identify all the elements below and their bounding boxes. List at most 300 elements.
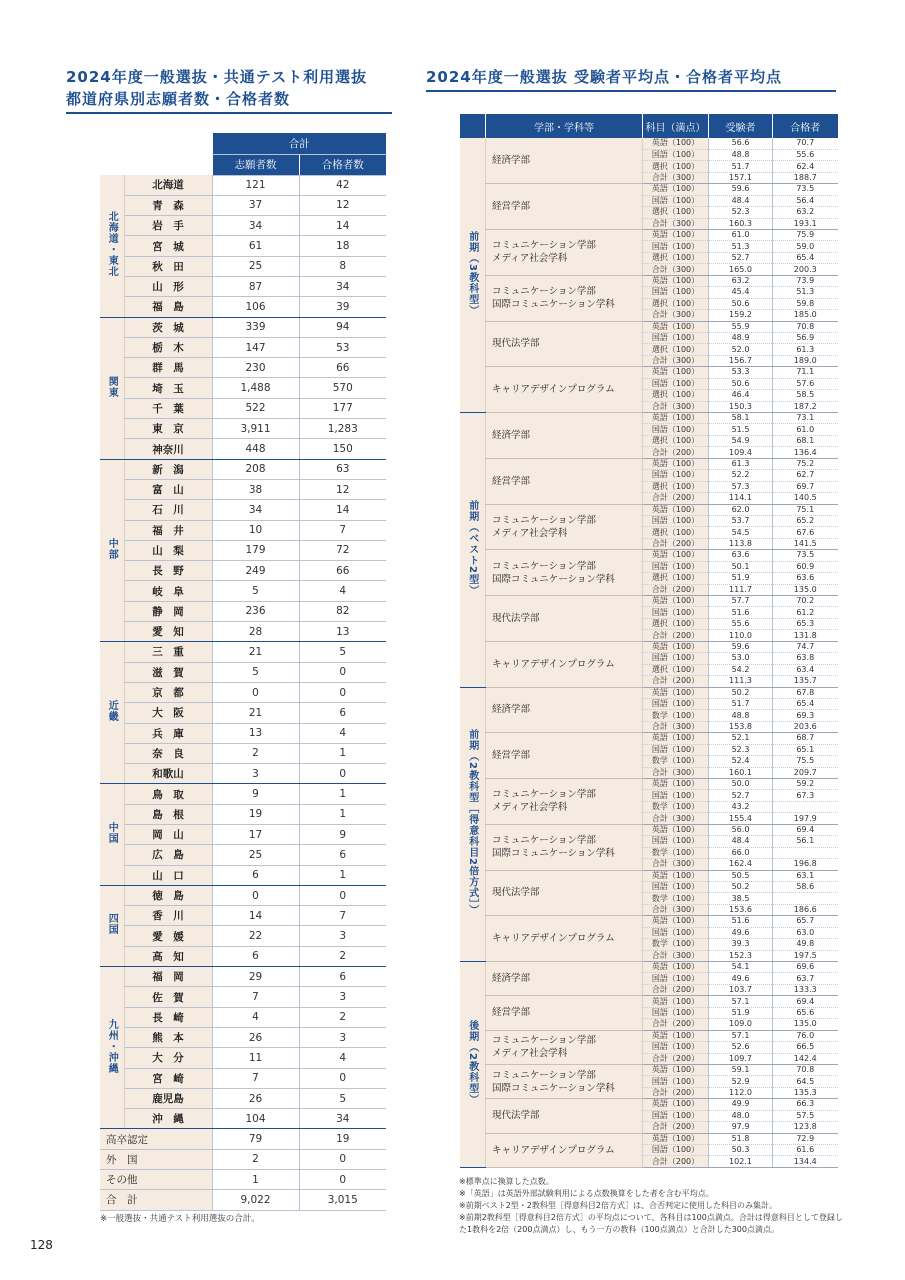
region-label bbox=[100, 317, 124, 459]
passed-count: 177 bbox=[299, 398, 386, 418]
passer-average: 136.4 bbox=[773, 447, 838, 458]
applicants-count: 230 bbox=[212, 358, 299, 378]
prefecture-name: 福 岡 bbox=[124, 967, 212, 987]
passer-average: 63.0 bbox=[773, 927, 838, 938]
examinee-average: 52.3 bbox=[709, 207, 773, 218]
table-row bbox=[460, 184, 838, 195]
department-name: 経済学部 bbox=[492, 429, 531, 441]
passer-average: 68.1 bbox=[773, 435, 838, 446]
applicants-count: 7 bbox=[212, 987, 299, 1007]
examinee-average: 39.3 bbox=[709, 939, 773, 950]
subject-name: 選択（100） bbox=[643, 618, 709, 629]
passed-count: 34 bbox=[299, 276, 386, 296]
subject-name: 国語（100） bbox=[643, 607, 709, 618]
applicants-count: 4 bbox=[212, 1007, 299, 1027]
department-label bbox=[486, 275, 643, 321]
passer-average: 51.3 bbox=[773, 287, 838, 298]
passer-average: 140.5 bbox=[773, 493, 838, 504]
subject-name: 合計（200） bbox=[643, 538, 709, 549]
passed-count: 150 bbox=[299, 439, 386, 459]
prefecture-name: 東 京 bbox=[124, 419, 212, 439]
examinee-average: 48.4 bbox=[709, 836, 773, 847]
subject-name: 国語（100） bbox=[643, 1145, 709, 1156]
department-name: メディア社会学科 bbox=[492, 527, 568, 539]
table-row bbox=[100, 337, 386, 357]
table-row bbox=[460, 138, 838, 149]
prefecture-name: 熊 本 bbox=[124, 1027, 212, 1047]
passed-count: 9 bbox=[299, 825, 386, 845]
prefecture-name: 鹿児島 bbox=[124, 1088, 212, 1108]
table-row bbox=[460, 321, 838, 332]
subject-name: 国語（100） bbox=[643, 881, 709, 892]
passed-count: 1,283 bbox=[299, 419, 386, 439]
table-row bbox=[460, 870, 838, 881]
subject-name: 合計（200） bbox=[643, 676, 709, 687]
department-label bbox=[486, 596, 643, 642]
examinee-average: 51.5 bbox=[709, 424, 773, 435]
prefecture-name: 神奈川 bbox=[124, 439, 212, 459]
subject-name: 英語（100） bbox=[643, 184, 709, 195]
passer-average bbox=[773, 847, 838, 858]
passer-average: 66.3 bbox=[773, 1099, 838, 1110]
applicants-count: 26 bbox=[212, 1088, 299, 1108]
examinee-average: 52.0 bbox=[709, 344, 773, 355]
passed-count: 72 bbox=[299, 540, 386, 560]
department-name: メディア社会学科 bbox=[492, 253, 568, 265]
department-name: コミュニケーション学部 bbox=[492, 1035, 596, 1047]
prefecture-name: 福 島 bbox=[124, 297, 212, 317]
passed-count: 0 bbox=[299, 885, 386, 905]
passer-average: 62.4 bbox=[773, 161, 838, 172]
examinee-average: 55.9 bbox=[709, 321, 773, 332]
applicants-count: 37 bbox=[212, 195, 299, 215]
department-label bbox=[486, 870, 643, 916]
prefecture-name: 山 口 bbox=[124, 865, 212, 885]
department-name: コミュニケーション学部 bbox=[492, 789, 596, 801]
passed-count: 0 bbox=[299, 682, 386, 702]
passer-average: 185.0 bbox=[773, 310, 838, 321]
department-label bbox=[486, 641, 643, 687]
table-row bbox=[100, 581, 386, 601]
department-name: 経営学部 bbox=[492, 201, 531, 213]
applicants-count: 236 bbox=[212, 601, 299, 621]
subject-name: 国語（100） bbox=[643, 653, 709, 664]
passed-count: 4 bbox=[299, 723, 386, 743]
department-label bbox=[486, 962, 643, 996]
passer-average: 123.8 bbox=[773, 1122, 838, 1133]
department-name: 国際コミュニケーション学科 bbox=[492, 573, 615, 585]
header-applicants: 志願者数 bbox=[212, 154, 299, 175]
other-label: 合 計 bbox=[100, 1190, 212, 1210]
examinee-average: 57.7 bbox=[709, 596, 773, 607]
examinee-average: 61.0 bbox=[709, 230, 773, 241]
applicants-count: 339 bbox=[212, 317, 299, 337]
passer-average: 63.8 bbox=[773, 653, 838, 664]
department-name: コミュニケーション学部 bbox=[492, 560, 596, 572]
passer-average: 67.8 bbox=[773, 687, 838, 698]
passer-average: 61.0 bbox=[773, 424, 838, 435]
applicants-count: 21 bbox=[212, 642, 299, 662]
applicants-count: 1 bbox=[212, 1170, 299, 1190]
passer-average: 63.1 bbox=[773, 870, 838, 881]
subject-name: 英語（100） bbox=[643, 824, 709, 835]
applicants-count: 79 bbox=[212, 1129, 299, 1149]
table-row bbox=[100, 845, 386, 865]
department-name: 経済学部 bbox=[492, 973, 531, 985]
prefecture-name: 秋 田 bbox=[124, 256, 212, 276]
department-label bbox=[486, 184, 643, 230]
passed-count: 0 bbox=[299, 1068, 386, 1088]
prefecture-name: 青 森 bbox=[124, 195, 212, 215]
header-dept: 学部・学科等 bbox=[486, 114, 643, 138]
passed-count: 3 bbox=[299, 1027, 386, 1047]
prefecture-name: 群 馬 bbox=[124, 358, 212, 378]
subject-name: 選択（100） bbox=[643, 207, 709, 218]
passed-count: 42 bbox=[299, 175, 386, 195]
table-row bbox=[100, 1149, 386, 1169]
passer-average: 73.9 bbox=[773, 275, 838, 286]
prefecture-name: 長 崎 bbox=[124, 1007, 212, 1027]
department-name: 現代法学部 bbox=[492, 338, 540, 350]
examinee-average: 48.0 bbox=[709, 1110, 773, 1121]
department-name: キャリアデザインプログラム bbox=[492, 384, 615, 396]
passer-average: 56.4 bbox=[773, 195, 838, 206]
passer-average: 76.0 bbox=[773, 1030, 838, 1041]
examinee-average: 102.1 bbox=[709, 1156, 773, 1167]
table-row bbox=[100, 682, 386, 702]
prefecture-name: 愛 媛 bbox=[124, 926, 212, 946]
department-label bbox=[486, 733, 643, 779]
examinee-average: 54.2 bbox=[709, 664, 773, 675]
subject-name: 英語（100） bbox=[643, 870, 709, 881]
applicants-count: 29 bbox=[212, 967, 299, 987]
table-row bbox=[100, 1109, 386, 1129]
table-row bbox=[100, 419, 386, 439]
right-title: 2024年度一般選抜 受験者平均点・合格者平均点 bbox=[426, 68, 782, 86]
subject-name: 選択（100） bbox=[643, 664, 709, 675]
table-row bbox=[100, 885, 386, 905]
passed-count: 94 bbox=[299, 317, 386, 337]
passer-average: 135.0 bbox=[773, 1019, 838, 1030]
prefecture-name: 千 葉 bbox=[124, 398, 212, 418]
examinee-average: 54.5 bbox=[709, 527, 773, 538]
prefecture-name: 新 潟 bbox=[124, 459, 212, 479]
passed-count: 63 bbox=[299, 459, 386, 479]
passer-average: 67.3 bbox=[773, 790, 838, 801]
passed-count: 3 bbox=[299, 926, 386, 946]
examinee-average: 113.8 bbox=[709, 538, 773, 549]
examinee-average: 160.1 bbox=[709, 767, 773, 778]
subject-name: 合計（300） bbox=[643, 767, 709, 778]
applicants-count: 11 bbox=[212, 1048, 299, 1068]
subject-name: 合計（300） bbox=[643, 950, 709, 961]
passer-average: 59.8 bbox=[773, 298, 838, 309]
table-row bbox=[460, 824, 838, 835]
table-row bbox=[460, 1064, 838, 1075]
passer-average: 69.3 bbox=[773, 710, 838, 721]
passer-average: 135.3 bbox=[773, 1087, 838, 1098]
passer-average: 56.1 bbox=[773, 836, 838, 847]
table-row bbox=[100, 439, 386, 459]
passed-count: 14 bbox=[299, 500, 386, 520]
examinee-average: 46.4 bbox=[709, 390, 773, 401]
region-name: 中部 bbox=[106, 537, 118, 560]
passer-average: 61.2 bbox=[773, 607, 838, 618]
table-row bbox=[100, 764, 386, 784]
subject-name: 合計（200） bbox=[643, 584, 709, 595]
subject-name: 英語（100） bbox=[643, 596, 709, 607]
examinee-average: 50.6 bbox=[709, 298, 773, 309]
department-name: 国際コミュニケーション学科 bbox=[492, 1082, 615, 1094]
subject-name: 国語（100） bbox=[643, 195, 709, 206]
subject-name: 国語（100） bbox=[643, 973, 709, 984]
passed-count: 6 bbox=[299, 845, 386, 865]
passer-average: 59.2 bbox=[773, 779, 838, 790]
subject-name: 英語（100） bbox=[643, 779, 709, 790]
examinee-average: 48.8 bbox=[709, 710, 773, 721]
applicants-count: 0 bbox=[212, 682, 299, 702]
passed-count: 5 bbox=[299, 642, 386, 662]
subject-name: 英語（100） bbox=[643, 367, 709, 378]
passed-count: 13 bbox=[299, 622, 386, 642]
applicants-count: 17 bbox=[212, 825, 299, 845]
examinee-average: 63.6 bbox=[709, 550, 773, 561]
subject-name: 英語（100） bbox=[643, 733, 709, 744]
region-label bbox=[100, 459, 124, 642]
prefecture-name: 佐 賀 bbox=[124, 987, 212, 1007]
left-title bbox=[66, 66, 394, 110]
applicants-count: 38 bbox=[212, 479, 299, 499]
header-subject: 科目（満点） bbox=[643, 114, 709, 138]
subject-name: 合計（200） bbox=[643, 1019, 709, 1030]
subject-name: 国語（100） bbox=[643, 241, 709, 252]
examinee-average: 165.0 bbox=[709, 264, 773, 275]
prefecture-name: 岐 阜 bbox=[124, 581, 212, 601]
examinee-average: 97.9 bbox=[709, 1122, 773, 1133]
department-label bbox=[486, 996, 643, 1030]
passer-average: 69.4 bbox=[773, 996, 838, 1007]
table-row bbox=[460, 687, 838, 698]
table-row bbox=[100, 1027, 386, 1047]
examinee-average: 50.2 bbox=[709, 687, 773, 698]
section-name: 後期（2教科型） bbox=[466, 1020, 478, 1106]
passer-average: 73.5 bbox=[773, 550, 838, 561]
examinee-average: 50.1 bbox=[709, 561, 773, 572]
passed-count: 0 bbox=[299, 1149, 386, 1169]
department-label bbox=[486, 504, 643, 550]
department-name: コミュニケーション学部 bbox=[492, 835, 596, 847]
left-note: ※一般選抜・共通テスト利用選抜の合計。 bbox=[100, 1214, 260, 1224]
passed-count: 18 bbox=[299, 236, 386, 256]
subject-name: 数学（100） bbox=[643, 893, 709, 904]
subject-name: 合計（200） bbox=[643, 630, 709, 641]
examinee-average: 52.1 bbox=[709, 733, 773, 744]
examinee-average: 157.1 bbox=[709, 172, 773, 183]
subject-name: 英語（100） bbox=[643, 641, 709, 652]
passer-average: 65.2 bbox=[773, 515, 838, 526]
passed-count: 5 bbox=[299, 1088, 386, 1108]
passed-count: 3,015 bbox=[299, 1190, 386, 1210]
passer-average: 69.7 bbox=[773, 481, 838, 492]
examinee-average: 112.0 bbox=[709, 1087, 773, 1098]
passer-average: 70.8 bbox=[773, 321, 838, 332]
applicants-count: 9 bbox=[212, 784, 299, 804]
subject-name: 英語（100） bbox=[643, 1064, 709, 1075]
table-row bbox=[460, 458, 838, 469]
examinee-average: 51.6 bbox=[709, 607, 773, 618]
department-name: 現代法学部 bbox=[492, 612, 540, 624]
subject-name: 選択（100） bbox=[643, 298, 709, 309]
applicants-count: 106 bbox=[212, 297, 299, 317]
note-line: ※前期2教科型［得意科目2倍方式］の平均点について、各科目は100点満点。合計は得意科目として登録した1教科を2倍（200点満点）し、もう一方の教科（100点満点）と合計した300点満点。 bbox=[459, 1213, 843, 1234]
passer-average: 63.6 bbox=[773, 573, 838, 584]
subject-name: 合計（300） bbox=[643, 401, 709, 412]
table-row bbox=[100, 479, 386, 499]
passed-count: 570 bbox=[299, 378, 386, 398]
table-row bbox=[100, 865, 386, 885]
passer-average: 57.5 bbox=[773, 1110, 838, 1121]
department-label bbox=[486, 916, 643, 962]
table-row bbox=[100, 825, 386, 845]
examinee-average: 51.6 bbox=[709, 916, 773, 927]
passed-count: 2 bbox=[299, 946, 386, 966]
applicants-count: 0 bbox=[212, 885, 299, 905]
table-row bbox=[100, 378, 386, 398]
region-name: 近畿 bbox=[106, 700, 118, 723]
passed-count: 3 bbox=[299, 987, 386, 1007]
subject-name: 国語（100） bbox=[643, 698, 709, 709]
applicants-count: 7 bbox=[212, 1068, 299, 1088]
subject-name: 合計（200） bbox=[643, 984, 709, 995]
department-name: メディア社会学科 bbox=[492, 1048, 568, 1060]
prefecture-name: 香 川 bbox=[124, 906, 212, 926]
prefecture-name: 富 山 bbox=[124, 479, 212, 499]
table-row bbox=[100, 1048, 386, 1068]
table-row bbox=[100, 520, 386, 540]
department-name: キャリアデザインプログラム bbox=[492, 658, 615, 670]
department-label bbox=[486, 230, 643, 276]
examinee-average: 49.6 bbox=[709, 973, 773, 984]
blank-header bbox=[100, 133, 212, 175]
subject-name: 英語（100） bbox=[643, 1030, 709, 1041]
left-title-line-2: 都道府県別志願者数・合格者数 bbox=[66, 90, 291, 108]
prefecture-name: 福 井 bbox=[124, 520, 212, 540]
passed-count: 0 bbox=[299, 662, 386, 682]
examinee-average: 53.3 bbox=[709, 367, 773, 378]
prefecture-name: 山 梨 bbox=[124, 540, 212, 560]
department-name: メディア社会学科 bbox=[492, 802, 568, 814]
table-row bbox=[100, 601, 386, 621]
table-row bbox=[100, 1170, 386, 1190]
applicants-count: 21 bbox=[212, 703, 299, 723]
applicants-count: 5 bbox=[212, 662, 299, 682]
prefecture-name: 大 分 bbox=[124, 1048, 212, 1068]
passed-count: 14 bbox=[299, 216, 386, 236]
region-label bbox=[100, 885, 124, 966]
passer-average: 75.2 bbox=[773, 458, 838, 469]
applicants-count: 25 bbox=[212, 845, 299, 865]
prefecture-name: 三 重 bbox=[124, 642, 212, 662]
examinee-average: 50.0 bbox=[709, 779, 773, 790]
examinee-average: 103.7 bbox=[709, 984, 773, 995]
passer-average: 75.1 bbox=[773, 504, 838, 515]
examinee-average: 111.7 bbox=[709, 584, 773, 595]
subject-name: 英語（100） bbox=[643, 321, 709, 332]
passer-average: 196.8 bbox=[773, 859, 838, 870]
applicants-count: 3 bbox=[212, 764, 299, 784]
passer-average: 133.3 bbox=[773, 984, 838, 995]
examinee-average: 49.9 bbox=[709, 1099, 773, 1110]
table-row bbox=[100, 622, 386, 642]
passer-average: 58.5 bbox=[773, 390, 838, 401]
subject-name: 選択（100） bbox=[643, 527, 709, 538]
passer-average: 188.7 bbox=[773, 172, 838, 183]
table-row bbox=[460, 1099, 838, 1110]
department-label bbox=[486, 550, 643, 596]
applicants-count: 121 bbox=[212, 175, 299, 195]
subject-name: 合計（300） bbox=[643, 813, 709, 824]
applicants-count: 249 bbox=[212, 561, 299, 581]
passer-average: 142.4 bbox=[773, 1053, 838, 1064]
examinee-average: 48.9 bbox=[709, 332, 773, 343]
subject-name: 英語（100） bbox=[643, 458, 709, 469]
examinee-average: 53.7 bbox=[709, 515, 773, 526]
subject-name: 数学（100） bbox=[643, 710, 709, 721]
examinee-average: 50.2 bbox=[709, 881, 773, 892]
examinee-average: 51.9 bbox=[709, 1007, 773, 1018]
examinee-average: 62.0 bbox=[709, 504, 773, 515]
examinee-average: 49.6 bbox=[709, 927, 773, 938]
subject-name: 国語（100） bbox=[643, 1076, 709, 1087]
prefecture-name: 宮 崎 bbox=[124, 1068, 212, 1088]
passer-average: 61.6 bbox=[773, 1145, 838, 1156]
applicants-count: 1,488 bbox=[212, 378, 299, 398]
examinee-average: 110.0 bbox=[709, 630, 773, 641]
passer-average: 63.7 bbox=[773, 973, 838, 984]
department-label bbox=[486, 1133, 643, 1167]
examinee-average: 59.6 bbox=[709, 184, 773, 195]
table-row bbox=[100, 195, 386, 215]
examinee-average: 61.3 bbox=[709, 458, 773, 469]
subject-name: 合計（200） bbox=[643, 493, 709, 504]
section-label bbox=[460, 962, 486, 1168]
subject-name: 国語（100） bbox=[643, 1110, 709, 1121]
passer-average: 70.7 bbox=[773, 138, 838, 149]
table-row bbox=[460, 996, 838, 1007]
passer-average: 59.0 bbox=[773, 241, 838, 252]
prefecture-name: 宮 城 bbox=[124, 236, 212, 256]
passed-count: 1 bbox=[299, 784, 386, 804]
subject-name: 国語（100） bbox=[643, 332, 709, 343]
passer-average: 68.7 bbox=[773, 733, 838, 744]
table-row bbox=[100, 236, 386, 256]
department-label bbox=[486, 367, 643, 413]
subject-name: 国語（100） bbox=[643, 287, 709, 298]
applicants-count: 2 bbox=[212, 1149, 299, 1169]
section-label bbox=[460, 138, 486, 413]
examinee-average: 52.4 bbox=[709, 756, 773, 767]
passer-average: 209.7 bbox=[773, 767, 838, 778]
applicants-count: 448 bbox=[212, 439, 299, 459]
table-row bbox=[100, 784, 386, 804]
examinee-average: 153.6 bbox=[709, 904, 773, 915]
examinee-average: 50.5 bbox=[709, 870, 773, 881]
passer-average: 131.8 bbox=[773, 630, 838, 641]
department-name: キャリアデザインプログラム bbox=[492, 1144, 615, 1156]
passer-average: 187.2 bbox=[773, 401, 838, 412]
examinee-average: 160.3 bbox=[709, 218, 773, 229]
applicants-count: 104 bbox=[212, 1109, 299, 1129]
